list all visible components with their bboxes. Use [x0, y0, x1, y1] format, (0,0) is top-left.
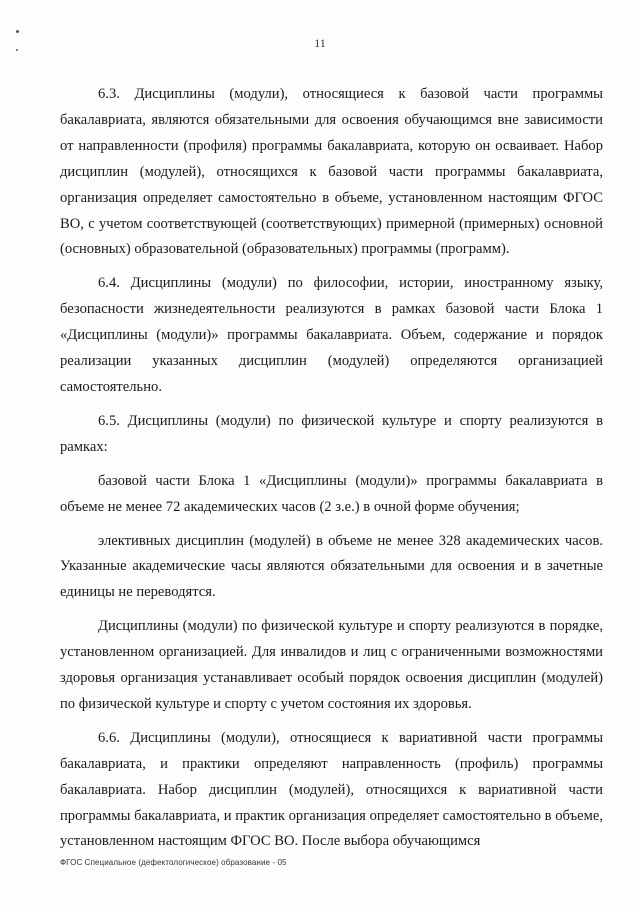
scan-artifact [16, 30, 19, 33]
paragraph-6-4: 6.4. Дисциплины (модули) по философии, истории, иностранному языку, безопасности жизнедеятельности реализуются в рамках базовой части Блока 1 «Дисциплины (модули)» программы бакалавриата. Объем, содержание и порядок реализации указанных дисциплин (модулей) определяются организацией самостоятельно. [60, 275, 603, 395]
paragraph-6-6: 6.6. Дисциплины (модули), относящиеся к вариативной части программы бакалавриата, и практики определяют направленность (профиль) программы бакалавриата. Набор дисциплин (модулей), относящихся к вариативной части программы бакалавриата, и практик организация определяет самостоятельно в объеме, установленном настоящим ФГОС ВО. После выбора обучающимся [60, 729, 603, 850]
paragraph-6-5-item-elective: элективных дисциплин (модулей) в объеме не менее 328 академических часов. Указанные академические часы являются обязательными для освоения и в зачетные единицы не переводятся. [60, 532, 603, 601]
paragraph-6-3: 6.3. Дисциплины (модули), относящиеся к базовой части программы бакалавриата, являются обязательными для освоения обучающимся вне зависимости от направленности (профиля) программы бакалавриата, которую он осваивает. Набор дисциплин (модулей), относящихся к базовой части программы бакалавриата, организация определяет самостоятельно в объеме, установленном настоящим ФГОС ВО, с учетом соответствующей (соответствующих) примерной (примерных) основной (основных) образовательной (образовательных) программы (программ). [60, 86, 603, 258]
page-footer: ФГОС Специальное (дефектологическое) образование - 05 [60, 858, 287, 867]
document-body [60, 82, 603, 863]
paragraph-6-5: 6.5. Дисциплины (модули) по физической культуре и спорту реализуются в рамках: [60, 412, 603, 455]
paragraph-6-5-item-base: базовой части Блока 1 «Дисциплины (модули)» программы бакалавриата в объеме не менее 72 академических часов (2 з.е.) в очной форме обучения; [60, 472, 603, 515]
page-number: 11 [314, 36, 326, 50]
paragraph-pe-order: Дисциплины (модули) по физической культуре и спорту реализуются в порядке, установленном организацией. Для инвалидов и лиц с ограниченными возможностями здоровья организация устанавливает особый порядок освоения дисциплин (модулей) по физической культуре и спорту с учетом состояния их здоровья. [60, 618, 603, 712]
